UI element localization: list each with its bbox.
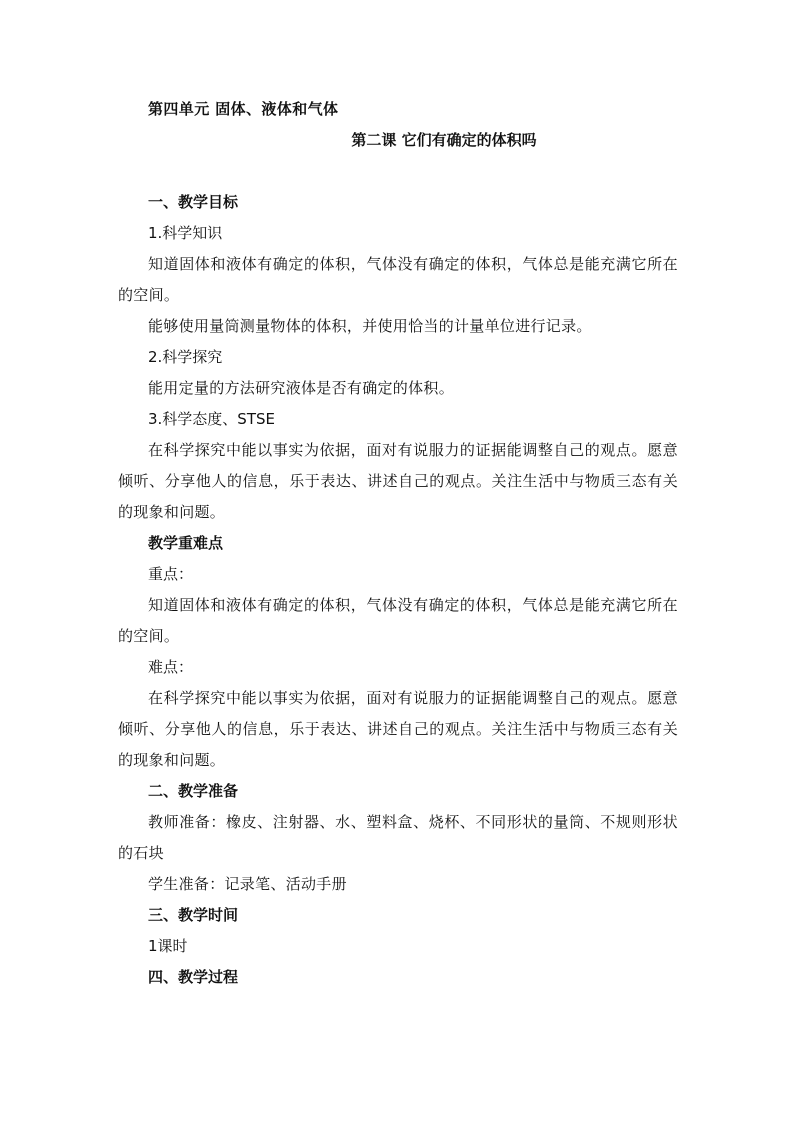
- focus-label: 重点：: [148, 565, 194, 583]
- lesson-title: 第二课 它们有确定的体积吗: [351, 131, 537, 149]
- objective-label-knowledge: 1.科学知识: [148, 224, 223, 242]
- section-heading-key-points: 教学重难点: [148, 534, 224, 552]
- objective-knowledge-paragraph-1: 知道固体和液体有确定的体积，气体没有确定的体积，气体总是能充满它所在的空间。: [118, 255, 678, 304]
- teacher-preparation: 教师准备：橡皮、注射器、水、塑料盒、烧杯、不同形状的量筒、不规则形状的石块: [118, 813, 678, 862]
- section-heading-preparation: 二、教学准备: [148, 782, 239, 800]
- student-preparation: 学生准备：记录笔、活动手册: [148, 875, 347, 893]
- focus-paragraph: 知道固体和液体有确定的体积，气体没有确定的体积，气体总是能充满它所在的空间。: [118, 596, 678, 645]
- difficulty-label: 难点：: [148, 658, 194, 676]
- title-spacer: [118, 156, 678, 187]
- objective-label-attitude: 3.科学态度、STSE: [148, 410, 275, 428]
- lesson-duration: 1课时: [148, 937, 188, 955]
- section-heading-time: 三、教学时间: [148, 906, 239, 924]
- document-body: [118, 94, 678, 993]
- section-heading-process: 四、教学过程: [148, 968, 239, 986]
- objective-knowledge-paragraph-2: 能够使用量筒测量物体的体积，并使用恰当的计量单位进行记录。: [148, 317, 592, 335]
- objective-label-inquiry: 2.科学探究: [148, 348, 223, 366]
- objective-inquiry-paragraph: 能用定量的方法研究液体是否有确定的体积。: [148, 379, 455, 397]
- difficulty-paragraph: 在科学探究中能以事实为依据，面对有说服力的证据能调整自己的观点。愿意倾听、分享他人的信息，乐于表达、讲述自己的观点。关注生活中与物质三态有关的现象和问题。: [118, 689, 678, 769]
- unit-title: 第四单元 固体、液体和气体: [148, 100, 339, 118]
- section-heading-objectives: 一、教学目标: [148, 193, 239, 211]
- objective-attitude-paragraph: 在科学探究中能以事实为依据，面对有说服力的证据能调整自己的观点。愿意倾听、分享他人的信息，乐于表达、讲述自己的观点。关注生活中与物质三态有关的现象和问题。: [118, 441, 678, 521]
